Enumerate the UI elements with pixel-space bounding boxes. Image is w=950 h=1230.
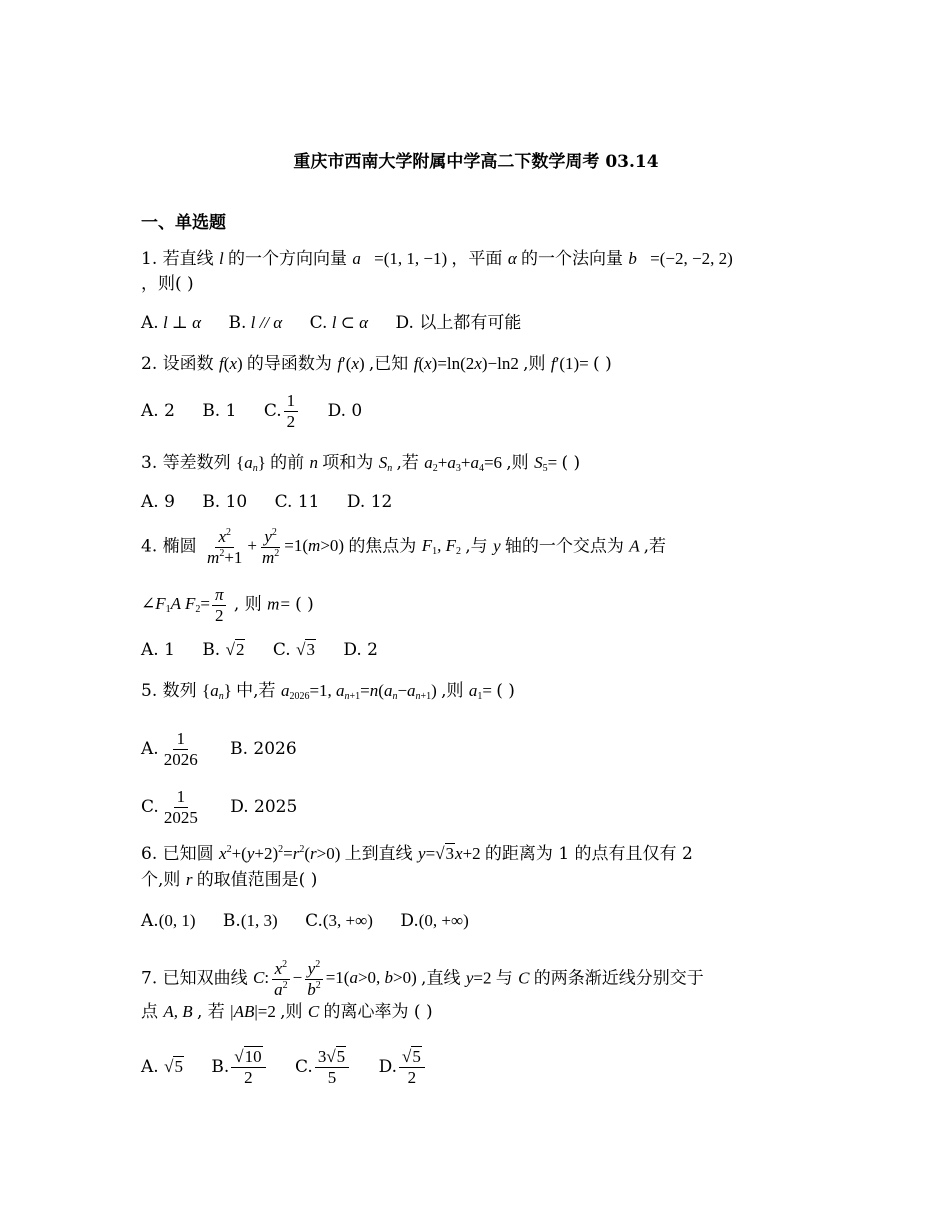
option-c[interactable]: C. √3 [272,639,315,660]
question-5-options-row-2 [141,788,319,827]
option-b[interactable]: B. $\frac{√10}{2}$ [211,1048,267,1087]
option-d[interactable]: D. 2025 [230,797,298,818]
option-a[interactable]: A.(0, 1) [141,910,196,931]
question-5-options-row-1 [141,730,319,769]
question-7: 7. 已知双曲线 C: $\frac{x^2}{a^2}$ − $\frac{y^2}{b^2}$ =1(a>0, b>0) ,直线 y=2 与 C 的两条渐近线分别交于 [141,959,704,999]
question-6-options [141,908,491,933]
question-1-cont: ，则( ) [141,274,194,294]
question-3: 3. 等差数列 $\{a_n\}$ 的前 n 项和为 $S_n$ ,若 $a_2+a_3+a_4=6$ ,则 $S_5=$ ( ) [141,453,581,474]
option-c[interactable]: C. $\frac{1}{2025}$ [141,787,198,827]
option-a[interactable]: A. $\frac{1}{2026}$ [141,729,198,769]
section-heading: 一、单选题 [141,213,226,233]
question-2-options [141,392,384,431]
option-b[interactable]: B.(1, 3) [222,910,278,931]
option-b[interactable]: B. l // α [228,312,283,333]
question-6-cont: 个,则 r 的取值范围是( ) [141,870,318,890]
question-3-options [141,489,414,514]
question-4: 4. 椭圆 $\frac{x^2}{m^2+1}$ + $\frac{y^2}{m^2}$ =1(m>0) 的焦点为 $F_1$, $F_2$ ,与 y 轴的一个交点为 A ,若 [141,527,666,567]
option-a[interactable]: A. 2 [141,401,175,422]
option-b[interactable]: B. 10 [202,491,248,512]
page-title: 重庆市西南大学附属中学高二下数学周考 03.14 [293,152,659,172]
question-7-cont: 点 A, B , 若 |AB|=2 ,则 C 的离心率为 ( ) [141,1002,433,1022]
option-d[interactable]: D. 2 [343,639,378,660]
option-a[interactable]: A. 1 [141,639,175,660]
option-d[interactable]: D. 以上都有可能 [395,312,522,333]
question-2: 2. 设函数 f(x) 的导函数为 f′(x) ,已知 f(x)=ln(2x)−ln2 ,则 f′(1)= ( ) [141,354,612,374]
option-d[interactable]: D.(0, +∞) [400,910,469,931]
option-d[interactable]: D. $\frac{√5}{2}$ [379,1048,427,1087]
question-1: 1. 若直线 l 的一个方向向量 a⃗=(1, 1, −1) ，平面 α 的一个法向量 b⃗=(−2, −2, 2) [141,249,733,269]
option-c[interactable]: C. l ⊂ α [309,312,369,333]
option-c[interactable]: C. $\frac{1}{2}$ [264,392,300,431]
option-a[interactable]: A. 9 [141,491,175,512]
option-c[interactable]: C. $\frac{3√5}{5}$ [295,1048,351,1087]
option-c[interactable]: C.(3, +∞) [305,910,373,931]
option-b[interactable]: B. 2026 [230,739,297,760]
question-7-options [141,1048,449,1087]
option-d[interactable]: D. 0 [327,401,363,422]
question-1-options [141,310,543,335]
question-4-cont: $\angle F_1A$ $F_2=$ $\frac{\pi}{2}$ , 则 m= ( ) [141,585,314,625]
question-4-options [141,637,400,662]
option-a[interactable]: A. √5 [141,1057,183,1078]
option-d[interactable]: D. 12 [346,491,393,512]
option-b[interactable]: B. 1 [202,401,237,422]
option-c[interactable]: C. 11 [274,491,320,512]
option-b[interactable]: B. √2 [202,639,245,660]
option-a[interactable]: A. l ⊥ α [141,312,202,333]
question-6: 6. 已知圆 $x^2+(y+2)^2=r^2(r>0)$ 上到直线 y=√3x+2 的距离为 1 的点有且仅有 2 [141,844,693,864]
question-5: 5. 数列 $\{a_n\}$ 中,若 $a_{2026}=1$, $a_{n+1}=n(a_n-a_{n+1})$ ,则 $a_1=$ ( ) [141,681,515,702]
